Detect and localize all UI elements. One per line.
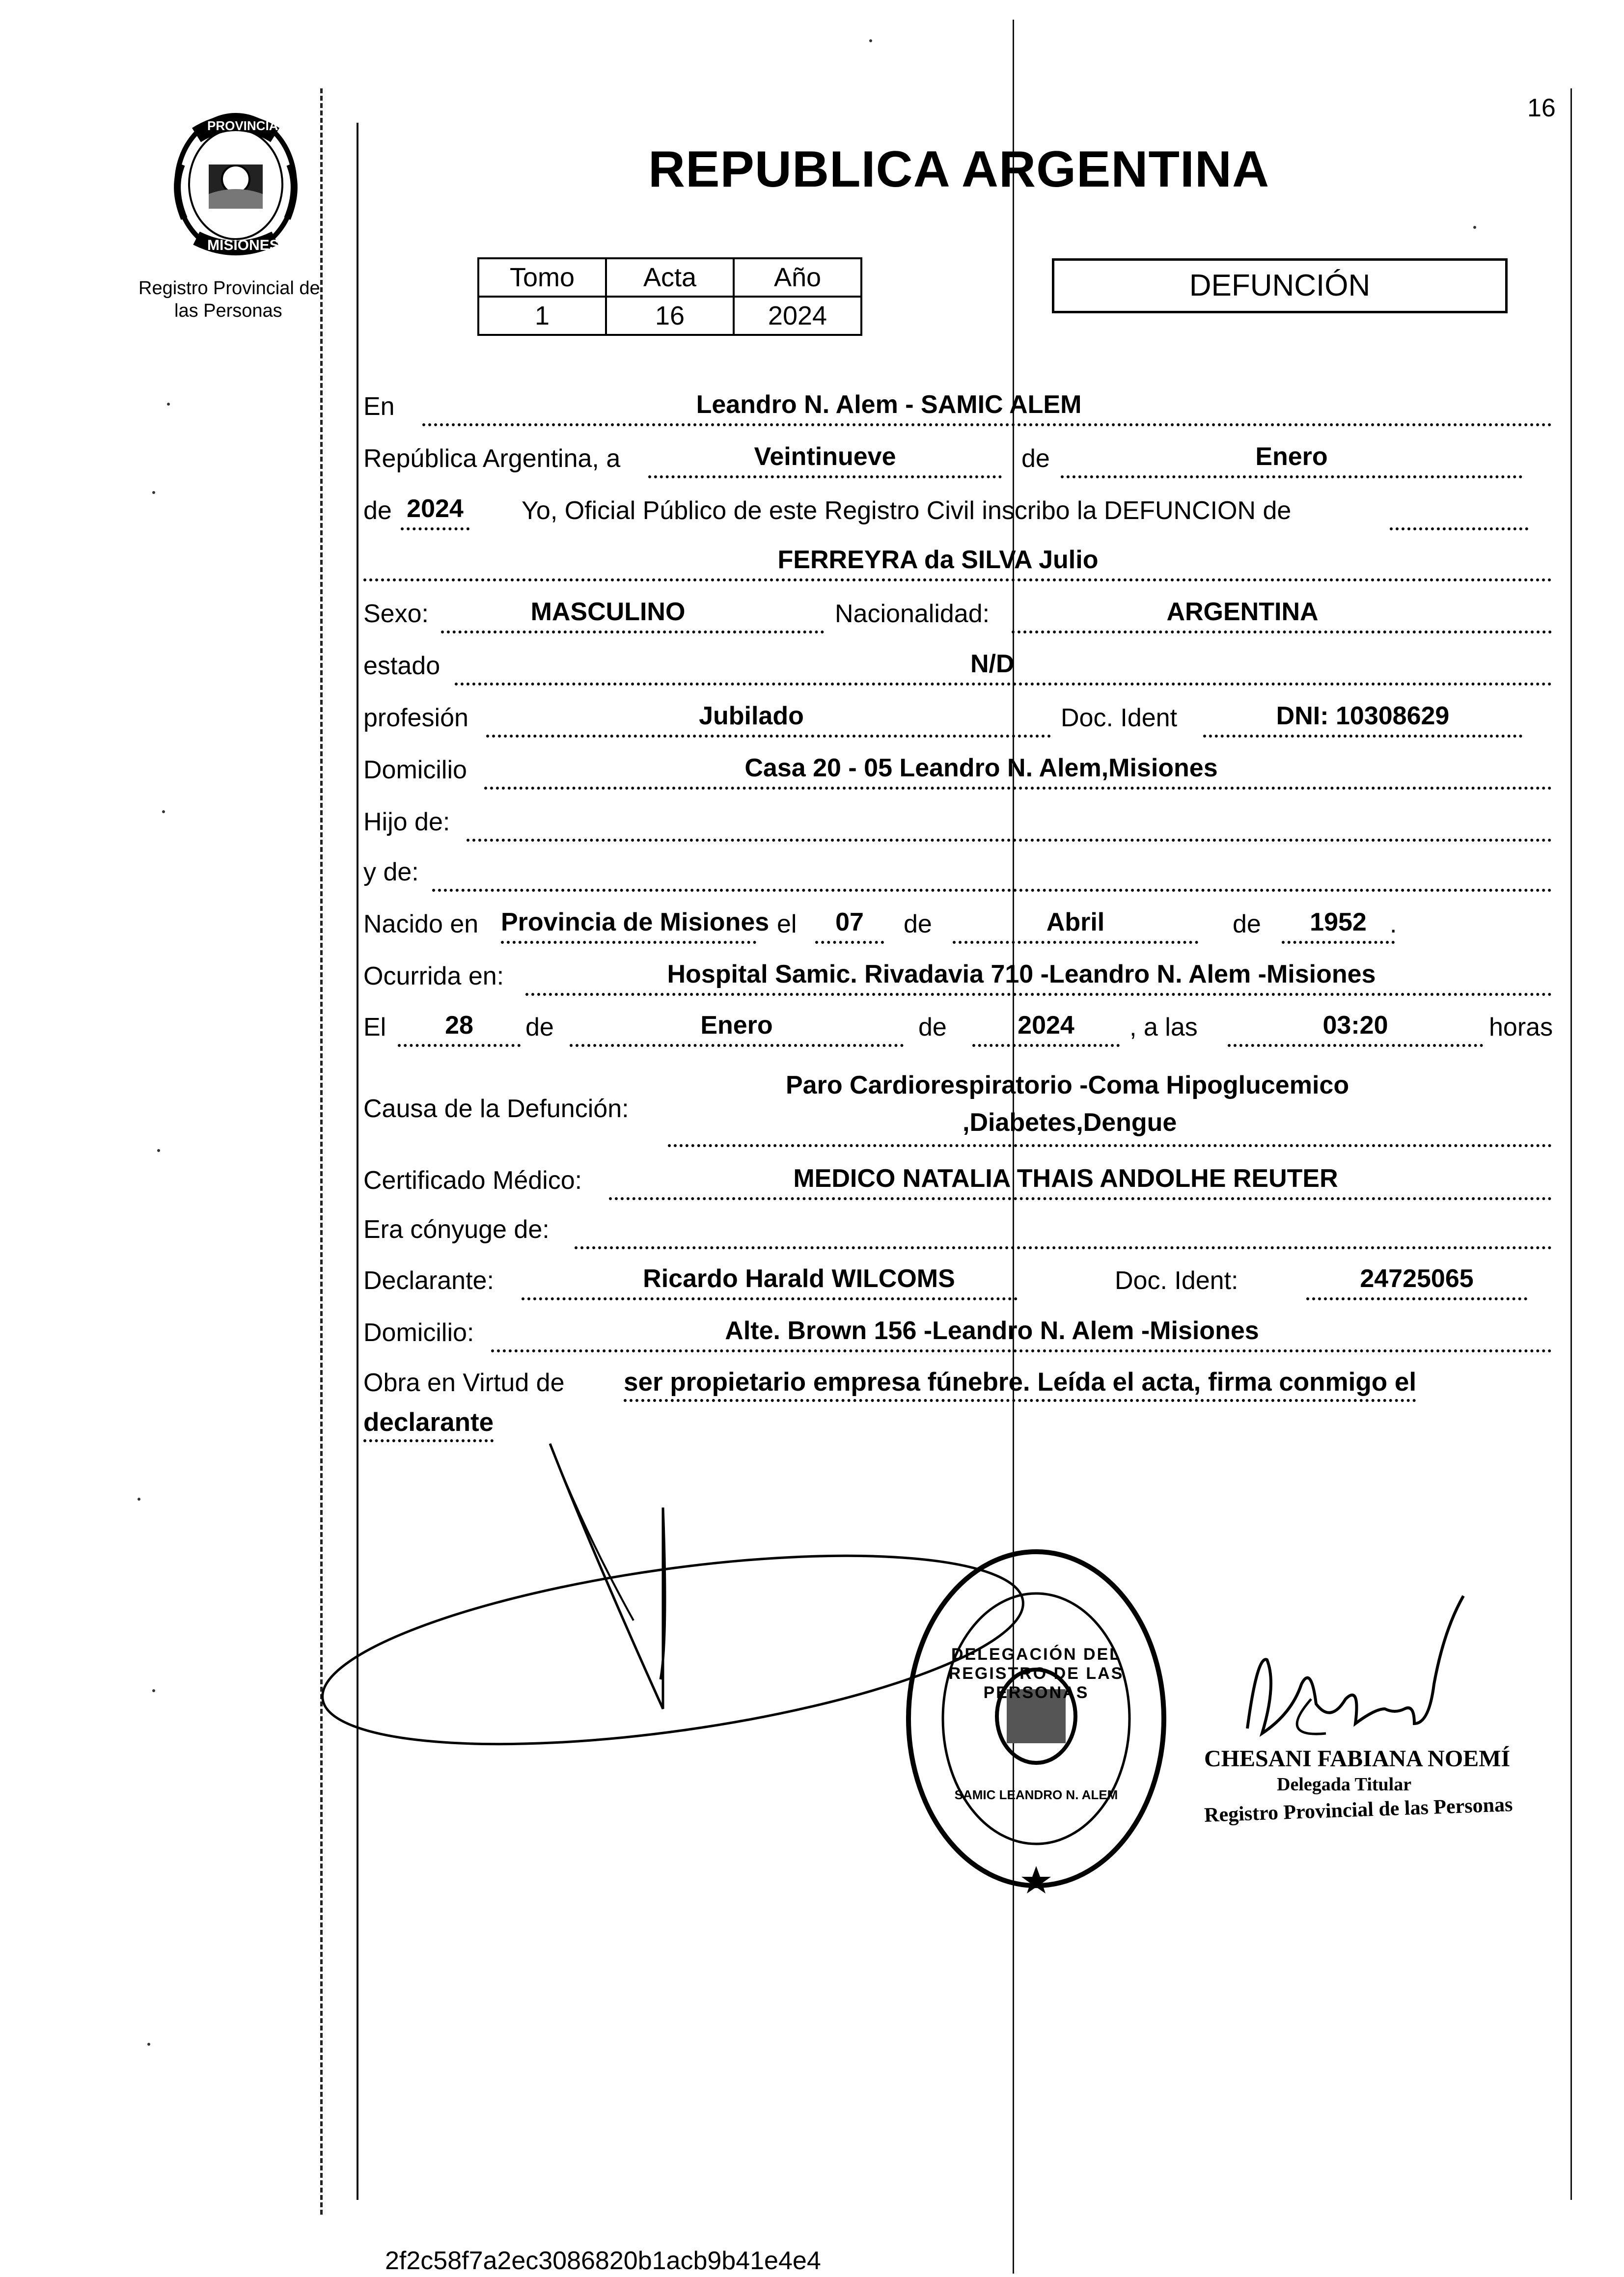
birth-day: 07 xyxy=(835,908,864,936)
de-label: de xyxy=(1021,444,1050,473)
sexo-field xyxy=(441,596,824,633)
certificado-field xyxy=(609,1163,1552,1200)
death-year-field xyxy=(972,1010,1120,1047)
nacido-label: Nacido en xyxy=(363,910,479,938)
row-profesion xyxy=(363,695,1552,740)
scan-speck xyxy=(1473,226,1476,229)
en-field xyxy=(422,389,1552,426)
death-de-2: de xyxy=(918,1013,947,1042)
ocurrida-value: Hospital Samic. Rivadavia 710 -Leandro N. Alem -Misiones xyxy=(667,960,1376,988)
table-value-tomo: 1 xyxy=(478,297,606,335)
seal-inner-text: SAMIC LEANDRO N. ALEM xyxy=(954,1787,1118,1802)
nacionalidad-label: Nacionalidad: xyxy=(835,600,990,628)
causa-label: Causa de la Defunción: xyxy=(363,1095,629,1123)
doc-ident-value: DNI: 10308629 xyxy=(1276,702,1450,730)
decl-dom-field xyxy=(491,1315,1552,1352)
birth-year: 1952 xyxy=(1310,908,1367,936)
left-dashed-rule xyxy=(320,88,330,2215)
footer-hash: 2f2c58f7a2ec3086820b1acb9b41e4e4 xyxy=(385,2247,821,2275)
document-type: DEFUNCIÓN xyxy=(1189,269,1371,302)
row-deceased xyxy=(363,539,1552,583)
registry-seal xyxy=(899,1542,1174,1895)
decl-doc-label: Doc. Ident: xyxy=(1115,1266,1239,1295)
table-value-acta: 16 xyxy=(606,297,734,335)
domicilio-value: Casa 20 - 05 Leandro N. Alem,Misiones xyxy=(744,754,1218,782)
emblem-text-top: PROVINCIA DE xyxy=(207,118,299,133)
nacido-value: Provincia de Misiones xyxy=(501,908,770,936)
row-republica xyxy=(363,436,1552,480)
hijo-field xyxy=(467,804,1552,842)
estado-field xyxy=(455,648,1552,686)
horas-label: horas xyxy=(1489,1013,1553,1042)
record-table xyxy=(477,257,862,336)
death-month-field xyxy=(570,1010,904,1047)
birth-year-field xyxy=(1282,906,1395,944)
scan-speck xyxy=(869,39,872,42)
obra-value-line-2: declarante xyxy=(363,1407,494,1442)
scan-speck xyxy=(152,491,155,494)
row-ocurrida xyxy=(363,954,1552,998)
scan-speck xyxy=(147,2043,150,2046)
yde-label: y de: xyxy=(363,858,419,886)
decl-dom-label: Domicilio: xyxy=(363,1318,474,1347)
death-time-field xyxy=(1228,1010,1483,1047)
nacido-field xyxy=(501,906,770,944)
province-emblem xyxy=(162,106,309,263)
certificado-label: Certificado Médico: xyxy=(363,1166,582,1195)
declarante-value: Ricardo Harald WILCOMS xyxy=(643,1264,955,1293)
row-year xyxy=(363,488,1552,532)
ocurrida-field xyxy=(525,959,1552,996)
death-time: 03:20 xyxy=(1322,1011,1388,1040)
conyuge-label: Era cónyuge de: xyxy=(363,1215,550,1244)
declarante-label: Declarante: xyxy=(363,1266,494,1295)
issuer-line-1: Registro Provincial de xyxy=(138,278,320,299)
document-type-box xyxy=(1052,258,1508,313)
yde-field xyxy=(432,854,1552,892)
estado-value: N/D xyxy=(970,650,1015,678)
row-decl-domicilio xyxy=(363,1310,1552,1354)
right-margin-rule xyxy=(1570,88,1572,2200)
row-declarante xyxy=(363,1258,1552,1302)
scan-speck xyxy=(152,1689,155,1692)
official-office: Registro Provincial de las Personas xyxy=(1204,1793,1514,1827)
profesion-value: Jubilado xyxy=(699,702,804,730)
row-sexo xyxy=(363,591,1552,635)
deceased-field xyxy=(363,544,1552,581)
alas-label: , a las xyxy=(1129,1013,1198,1042)
birth-de-2: de xyxy=(1233,910,1261,938)
table-value-anio: 2024 xyxy=(734,297,861,335)
deceased-name: FERREYRA da SILVA Julio xyxy=(777,546,1099,574)
birth-end: . xyxy=(1390,910,1397,938)
el-label: el xyxy=(777,910,797,938)
sexo-value: MASCULINO xyxy=(530,598,686,626)
sexo-label: Sexo: xyxy=(363,600,429,628)
estado-label: estado xyxy=(363,652,440,680)
decl-doc-field xyxy=(1306,1263,1527,1300)
row-causa xyxy=(363,1066,1552,1154)
issuer-line-2: las Personas xyxy=(174,301,282,321)
official-text: Yo, Oficial Público de este Registro Civil inscribo la DEFUNCION de xyxy=(522,496,1292,525)
doc-ident-label: Doc. Ident xyxy=(1061,704,1178,732)
scan-speck xyxy=(157,1149,160,1152)
domicilio-label: Domicilio xyxy=(363,756,467,784)
page-title: REPUBLICA ARGENTINA xyxy=(648,141,1270,198)
profesion-field xyxy=(486,700,1051,738)
row-estado xyxy=(363,643,1552,687)
hijo-label: Hijo de: xyxy=(363,808,450,836)
year-field xyxy=(401,493,469,530)
year-value: 2024 xyxy=(407,494,464,523)
birth-day-field xyxy=(815,906,884,944)
doc-ident-field xyxy=(1203,700,1522,738)
en-value: Leandro N. Alem - SAMIC ALEM xyxy=(696,390,1082,419)
death-de-1: de xyxy=(525,1013,554,1042)
decl-doc-value: 24725065 xyxy=(1360,1264,1474,1293)
en-label: En xyxy=(363,392,395,421)
official-role: Delegada Titular xyxy=(1277,1774,1412,1795)
row-nacido xyxy=(363,902,1552,946)
row-conyuge xyxy=(363,1207,1552,1251)
seal-outer-text: DELEGACIÓN DEL REGISTRO DE LAS PERSONAS xyxy=(948,1645,1124,1702)
row-hijo xyxy=(363,799,1552,844)
death-day-field xyxy=(398,1010,521,1047)
table-header-acta: Acta xyxy=(606,258,734,297)
obra-label: Obra en Virtud de xyxy=(363,1369,565,1397)
conyuge-field xyxy=(575,1212,1552,1249)
declarante-field xyxy=(522,1263,1018,1300)
scan-speck xyxy=(162,810,165,813)
day-value: Veintinueve xyxy=(754,442,896,471)
left-margin-rule xyxy=(357,123,358,2200)
death-year: 2024 xyxy=(1018,1011,1074,1040)
row-certificado xyxy=(363,1158,1552,1202)
causa-underline xyxy=(668,1144,1552,1147)
certificado-value: MEDICO NATALIA THAIS ANDOLHE REUTER xyxy=(793,1164,1338,1193)
decl-dom-value: Alte. Brown 156 -Leandro N. Alem -Misiones xyxy=(725,1317,1259,1345)
month-field xyxy=(1061,441,1522,478)
domicilio-field xyxy=(484,752,1552,790)
scan-speck xyxy=(167,403,170,406)
official-name: CHESANI FABIANA NOEMÍ xyxy=(1204,1746,1511,1772)
ocurrida-label: Ocurrida en: xyxy=(363,962,504,990)
birth-month-field xyxy=(953,906,1198,944)
month-value: Enero xyxy=(1255,442,1328,471)
row-en xyxy=(363,384,1552,428)
row-domicilio xyxy=(363,747,1552,792)
row-yde xyxy=(363,850,1552,894)
official-trailing-field xyxy=(1390,493,1528,530)
scan-speck xyxy=(138,1498,140,1501)
death-day: 28 xyxy=(445,1011,473,1040)
page-number: 16 xyxy=(1527,94,1556,122)
table-header-tomo: Tomo xyxy=(478,258,606,297)
birth-month: Abril xyxy=(1046,908,1105,936)
causa-line-1: Paro Cardiorespiratorio -Coma Hipoglucemico xyxy=(786,1071,1349,1099)
nacionalidad-value: ARGENTINA xyxy=(1166,598,1319,626)
year-prefix-label: de xyxy=(363,496,392,525)
emblem-text-bottom: MISIONES xyxy=(207,237,279,253)
row-fecha xyxy=(363,1005,1552,1049)
day-field xyxy=(648,441,1002,478)
profesion-label: profesión xyxy=(363,704,468,732)
table-header-anio: Año xyxy=(734,258,861,297)
obra-value-line-1: ser propietario empresa fúnebre. Leída el acta, firma conmigo el xyxy=(624,1367,1416,1402)
causa-line-2: ,Diabetes,Dengue xyxy=(963,1108,1177,1137)
death-month: Enero xyxy=(700,1011,773,1040)
birth-de-1: de xyxy=(904,910,932,938)
republica-label: República Argentina, a xyxy=(363,444,621,473)
nacionalidad-field xyxy=(1012,596,1552,633)
el2-label: El xyxy=(363,1013,386,1042)
